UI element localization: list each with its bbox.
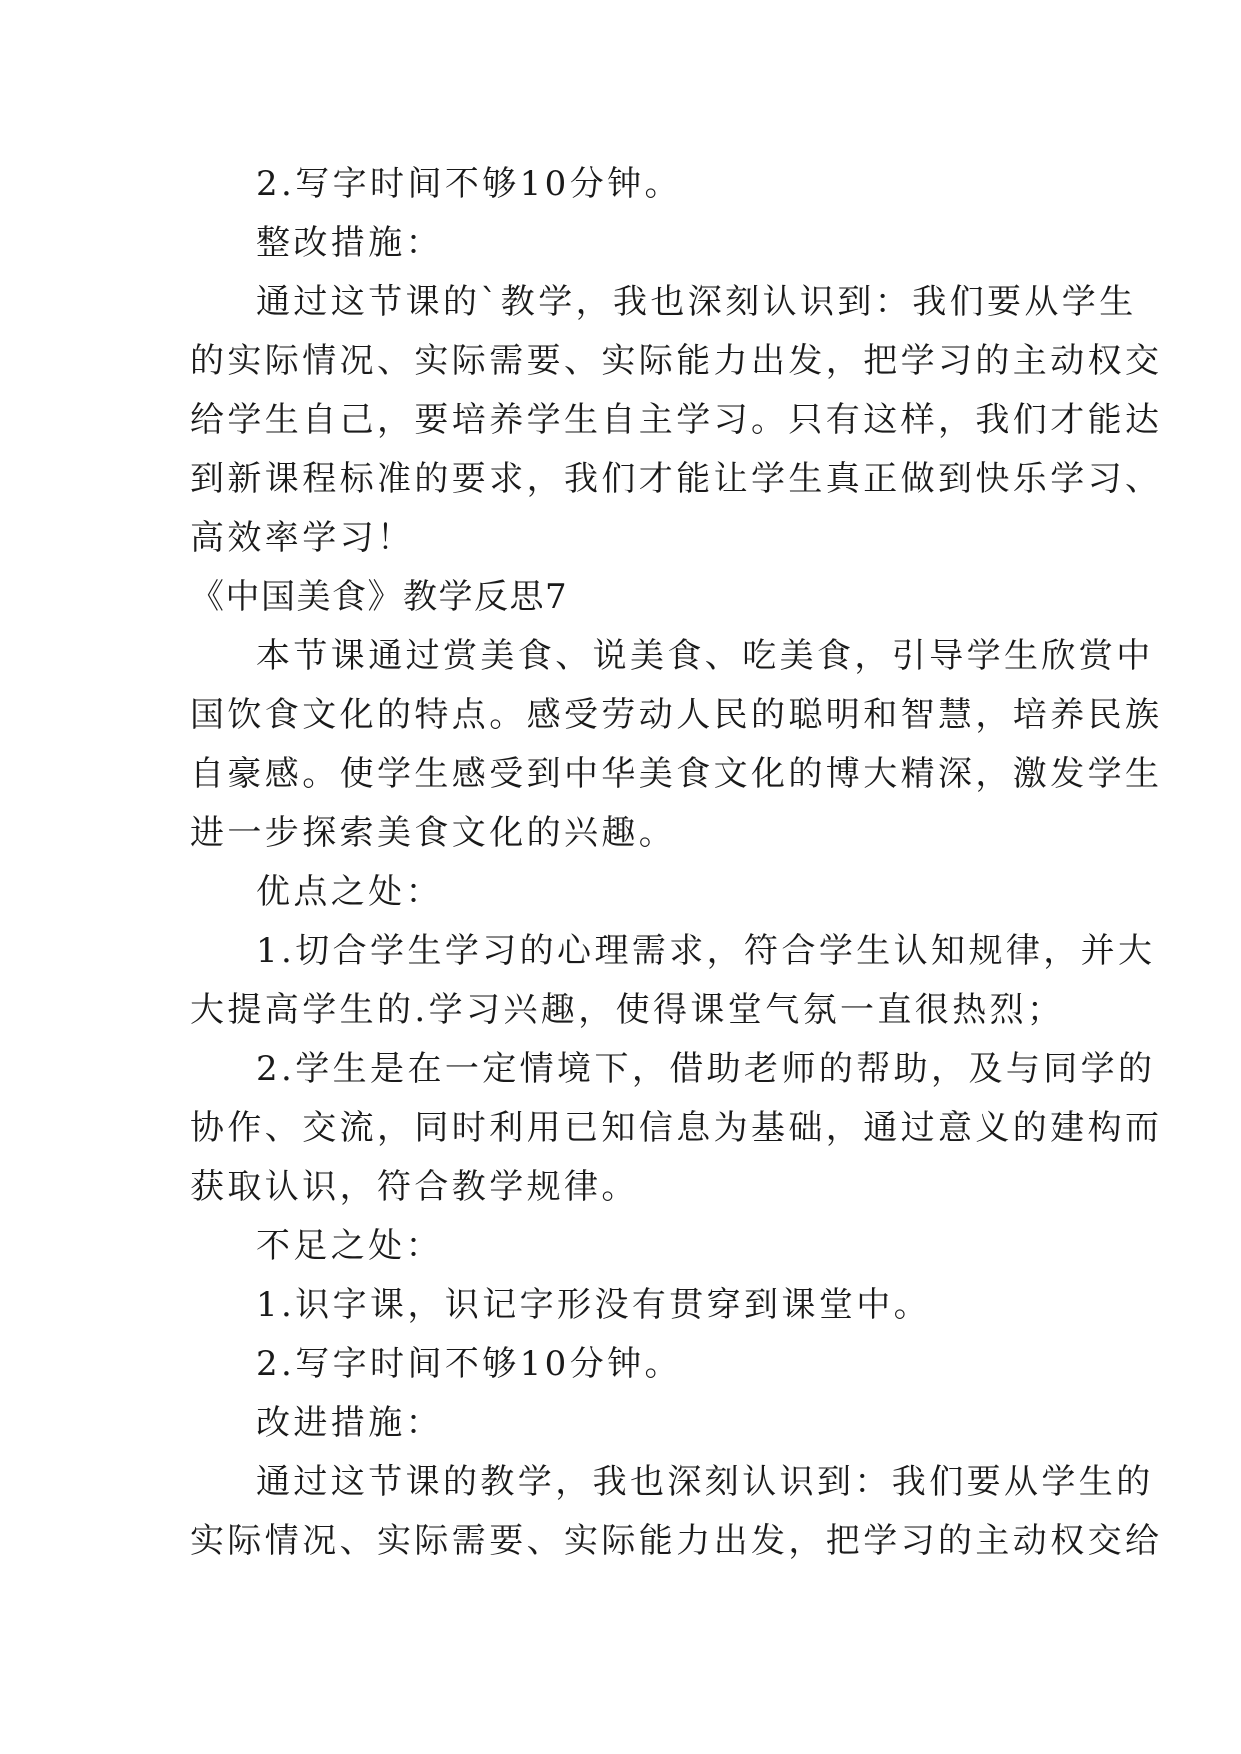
paragraph-line: 进一步探索美食文化的兴趣。: [190, 813, 677, 853]
paragraph-line: 通过这节课的教学，我也深刻认识到：我们要从学生的: [256, 1462, 1154, 1502]
list-item: 2.写字时间不够10分钟。: [256, 164, 682, 204]
paragraph-line: 本节课通过赏美食、说美食、吃美食，引导学生欣赏中: [256, 636, 1154, 676]
section-heading: 优点之处：: [256, 872, 443, 912]
document-title: 《中国美食》教学反思7: [190, 577, 569, 617]
paragraph-line: 国饮食文化的特点。感受劳动人民的聪明和智慧，培养民族: [190, 695, 1163, 735]
section-heading: 整改措施：: [256, 223, 443, 263]
list-item: 2.学生是在一定情境下，借助老师的帮助，及与同学的: [256, 1049, 1156, 1089]
list-item: 2.写字时间不够10分钟。: [256, 1344, 682, 1384]
paragraph-line: 自豪感。使学生感受到中华美食文化的博大精深，激发学生: [190, 754, 1163, 794]
section-heading: 改进措施：: [256, 1403, 443, 1443]
paragraph-line: 给学生自己，要培养学生自主学习。只有这样，我们才能达: [190, 400, 1163, 440]
paragraph-line: 到新课程标准的要求，我们才能让学生真正做到快乐学习、: [190, 459, 1163, 499]
list-item-continuation: 协作、交流，同时利用已知信息为基础，通过意义的建构而: [190, 1108, 1163, 1148]
paragraph-line: 实际情况、实际需要、实际能力出发，把学习的主动权交给: [190, 1521, 1163, 1561]
paragraph-line: 高效率学习！: [190, 518, 415, 558]
paragraph-line: 的实际情况、实际需要、实际能力出发，把学习的主动权交: [190, 341, 1163, 381]
list-item-continuation: 获取认识，符合教学规律。: [190, 1167, 639, 1207]
paragraph-line: 通过这节课的`教学，我也深刻认识到：我们要从学生: [256, 282, 1137, 322]
list-item: 1.切合学生学习的心理需求，符合学生认知规律，并大: [256, 931, 1156, 971]
list-item: 1.识字课，识记字形没有贯穿到课堂中。: [256, 1285, 932, 1325]
section-heading: 不足之处：: [256, 1226, 443, 1266]
list-item-continuation: 大提高学生的.学习兴趣，使得课堂气氛一直很热烈；: [190, 990, 1065, 1030]
